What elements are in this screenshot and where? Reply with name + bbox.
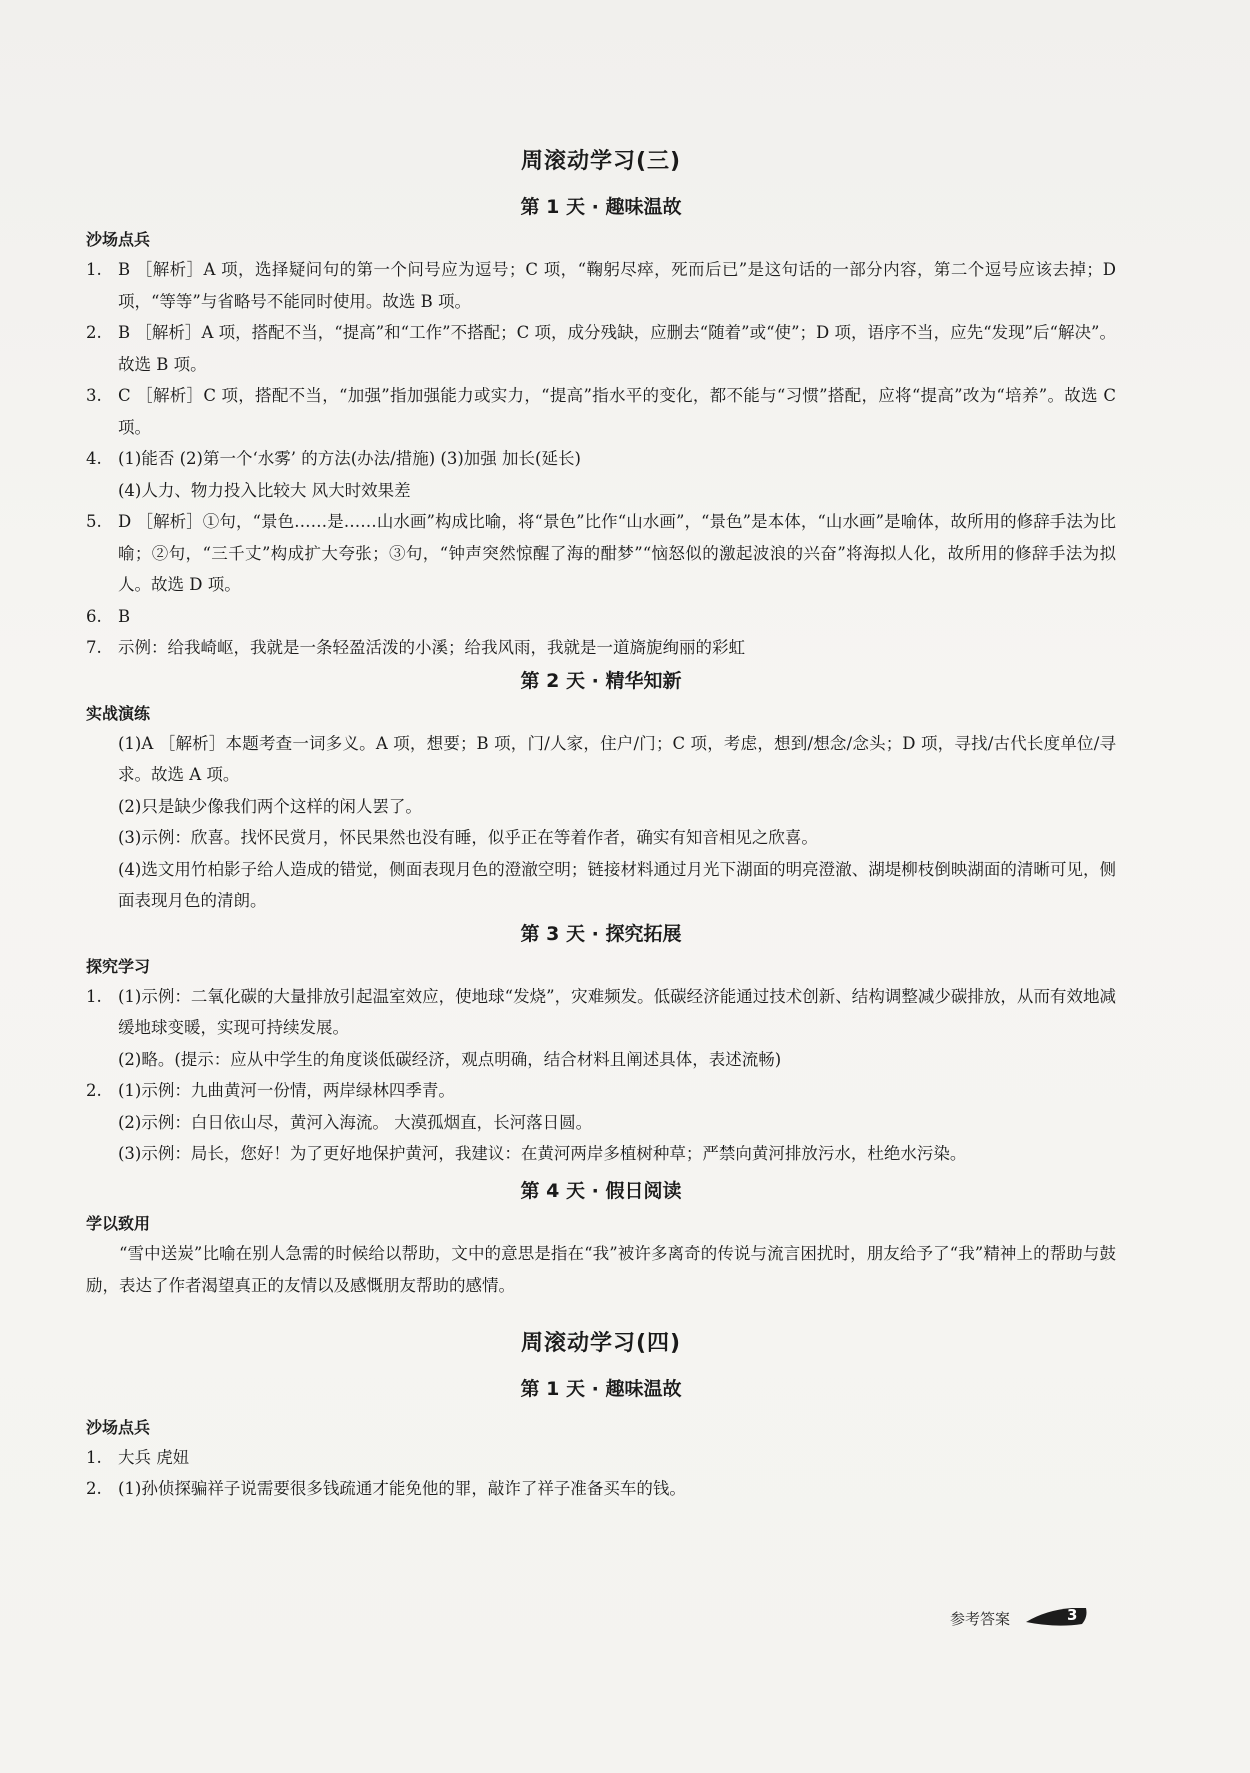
footer-label: 参考答案 (950, 1610, 1011, 1628)
answer-content (86, 142, 1116, 1505)
answer-line: (2)只是缺少像我们两个这样的闲人罢了。 (118, 796, 422, 816)
item-subline: (2)略。(提示：应从中学生的角度谈低碳经济，观点明确，结合材料且阐述具体，表述流畅) (118, 1049, 782, 1069)
list-item (86, 506, 1116, 601)
item-subline: (2)示例：白日依山尽，黄河入海流。 大漠孤烟直，长河落日圆。 (118, 1112, 593, 1132)
week3-day2-section: 实战演练 (86, 703, 151, 723)
page-number: 3 (1067, 1606, 1078, 1624)
list-item (86, 380, 1116, 443)
list-item (86, 601, 1116, 633)
answer-line: (1)A ［解析］本题考查一词多义。A 项，想要；B 项，门/人家，住户/门；C 项，考虑，想到/想念/念头；D 项，寻找/古代长度单位/寻求。故选 A 项。 (118, 733, 1116, 784)
week3-day2-heading: 第 2 天 · 精华知新 (520, 669, 682, 692)
item-text: B (118, 606, 131, 626)
answer-line: (3)示例：欣喜。找怀民赏月，怀民果然也没有睡，似乎正在等着作者，确实有知音相见之欣喜。 (118, 828, 818, 847)
item-text: 大兵 虎妞 (118, 1447, 190, 1467)
week3-day4-section: 学以致用 (86, 1213, 151, 1233)
item-number: 5. (86, 512, 102, 531)
item-number: 6. (86, 606, 102, 626)
answer-line: (4)选文用竹柏影子给人造成的错觉，侧面表现月色的澄澈空明；链接材料通过月光下湖面的明亮澄澈、湖堤柳枝倒映湖面的清晰可见，侧面表现月色的清朗。 (118, 859, 1116, 910)
list-item (86, 632, 1116, 664)
list-item (86, 1442, 1116, 1474)
week3-day4-heading: 第 4 天 · 假日阅读 (520, 1179, 682, 1202)
item-text: (1)示例：二氧化碳的大量排放引起温室效应，使地球“发烧”，灾难频发。低碳经济能通过技术创新、结构调整减少碳排放，从而有效地减缓地球变暖，实现可持续发展。 (118, 986, 1116, 1037)
item-number: 1. (86, 1447, 102, 1467)
answer-paragraph: “雪中送炭”比喻在别人急需的时候给以帮助，文中的意思是指在“我”被许多离奇的传说与流言困扰时，朋友给予了“我”精神上的帮助与鼓励，表达了作者渴望真正的友情以及感慨朋友帮助的感情。 (86, 1243, 1116, 1295)
week4-day1-section: 沙场点兵 (86, 1417, 151, 1437)
list-item (86, 254, 1116, 317)
item-text: 示例：给我崎岖，我就是一条轻盈活泼的小溪；给我风雨，我就是一道旖旎绚丽的彩虹 (118, 638, 745, 657)
item-number: 3. (86, 386, 102, 405)
item-number: 1. (86, 260, 102, 279)
list-item (86, 317, 1116, 380)
week3-day3-section: 探究学习 (86, 956, 151, 976)
item-subline: (4)人力、物力投入比较大 风大时效果差 (118, 480, 411, 500)
item-number: 2. (86, 1081, 102, 1100)
item-text: B ［解析］A 项，选择疑问句的第一个问号应为逗号；C 项，“鞠躬尽瘁，死而后已”是这句话的一部分内容，第二个逗号应该去掉；D 项，“等等”与省略号不能同时使用。故选 B 项。 (118, 260, 1116, 311)
item-number: 1. (86, 986, 102, 1006)
week4-title: 周滚动学习(四) (520, 1330, 682, 1356)
item-number: 2. (86, 1479, 102, 1498)
week4-day1-heading: 第 1 天 · 趣味温故 (520, 1377, 682, 1400)
item-text: B ［解析］A 项，搭配不当，“提高”和“工作”不搭配；C 项，成分残缺，应删去“随着”或“使”；D 项，语序不当，应先“发现”后“解决”。故选 B 项。 (118, 323, 1116, 374)
item-number: 4. (86, 449, 102, 468)
item-subline: (3)示例：局长，您好！为了更好地保护黄河，我建议：在黄河两岸多植树种草；严禁向黄河排放污水，杜绝水污染。 (118, 1144, 967, 1163)
page-badge-icon (1026, 1606, 1088, 1628)
list-item (86, 1075, 1116, 1107)
list-item (86, 1473, 1116, 1505)
item-text: C ［解析］C 项，搭配不当，“加强”指加强能力或实力，“提高”指水平的变化，都不能与“习惯”搭配，应将“提高”改为“培养”。故选 C 项。 (118, 386, 1116, 437)
item-number: 7. (86, 638, 102, 657)
item-number: 2. (86, 323, 102, 342)
week3-day1-heading: 第 1 天 · 趣味温故 (520, 196, 682, 218)
list-item (86, 443, 1116, 475)
item-text: (1)能否 (2)第一个‘水雾’ 的方法(办法/措施) (3)加强 加长(延长) (118, 449, 581, 468)
week3-day1-section: 沙场点兵 (86, 230, 151, 249)
item-text: (1)示例：九曲黄河一份情，两岸绿林四季青。 (118, 1081, 455, 1100)
week3-day3-heading: 第 3 天 · 探究拓展 (520, 922, 682, 945)
page-footer (950, 1604, 1110, 1634)
item-text: D ［解析］①句，“景色……是……山水画”构成比喻，将“景色”比作“山水画”，“景色”是本体，“山水画”是喻体，故所用的修辞手法为比喻；②句，“三千丈”构成扩大夸张；③句，“钟声突然惊醒了海的酣梦”“恼怒似的激起波浪的兴奋”将海拟人化，故所用的修辞手法为拟人。故选 D 项。 (118, 512, 1116, 594)
list-item (86, 981, 1116, 1044)
week3-title: 周滚动学习(三) (520, 149, 682, 174)
item-text: (1)孙侦探骗祥子说需要很多钱疏通才能免他的罪，敲诈了祥子准备买车的钱。 (118, 1479, 686, 1498)
